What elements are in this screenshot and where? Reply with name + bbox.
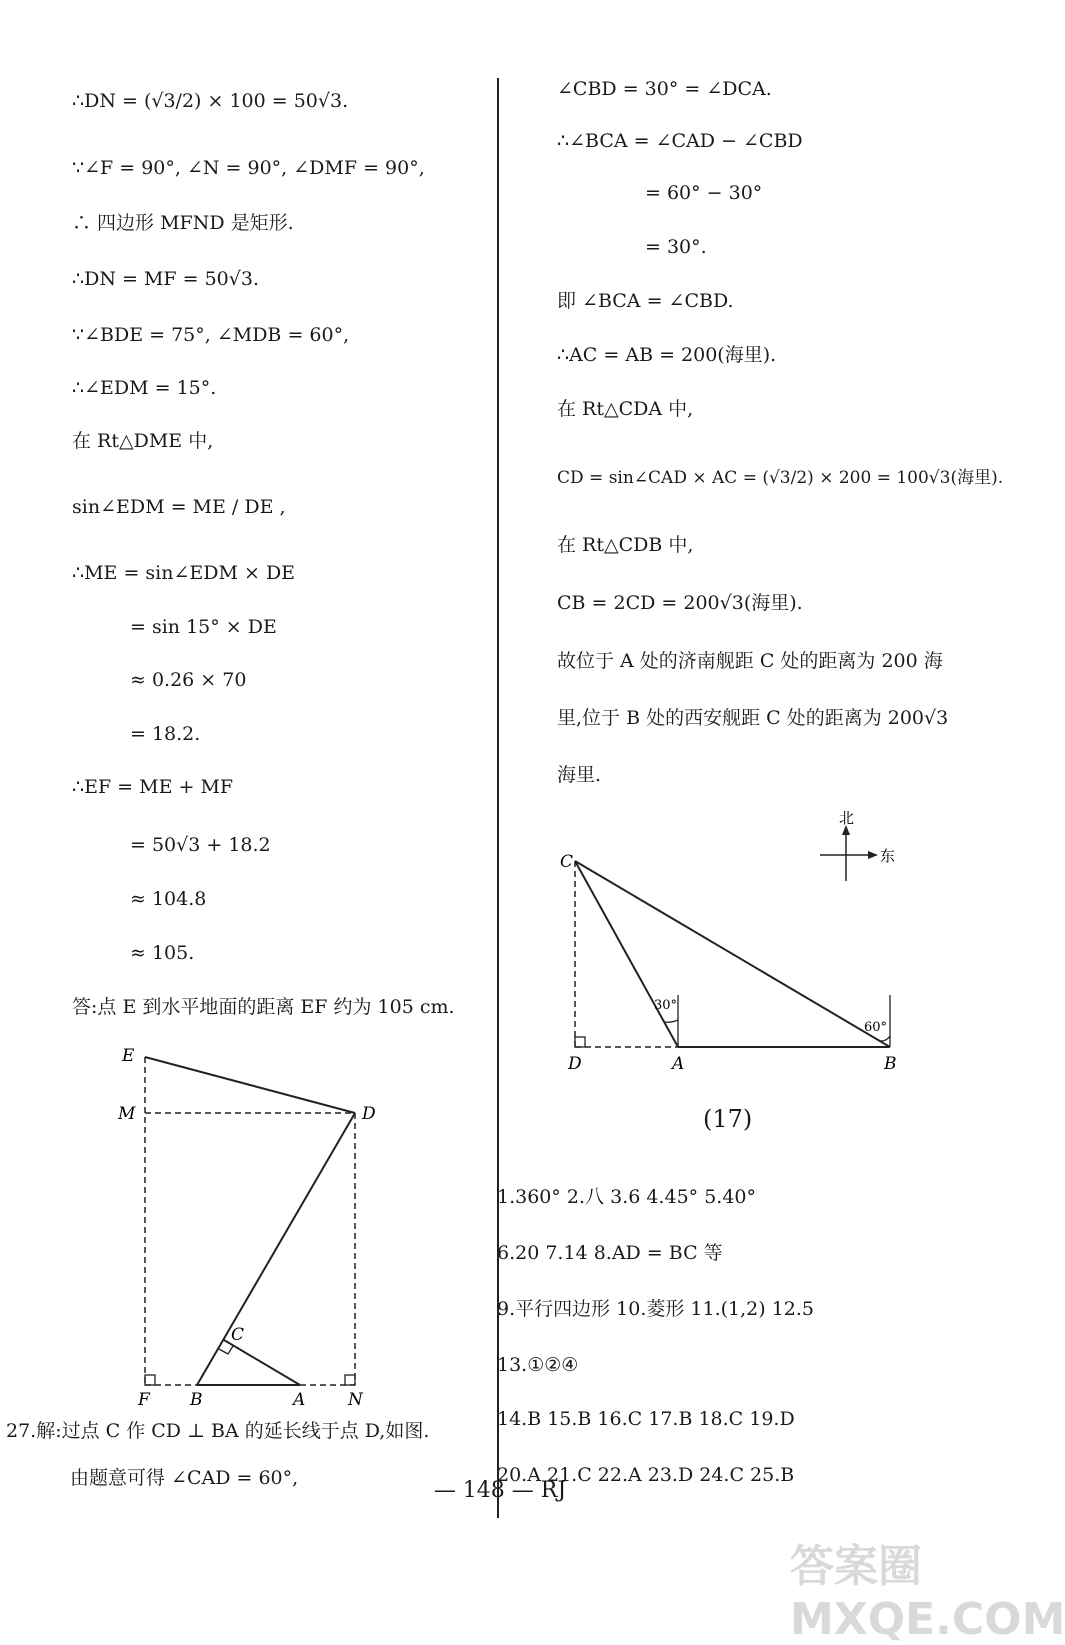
label-c: C	[560, 852, 574, 872]
geometry-diagram-efnd	[100, 1040, 400, 1420]
right-angle-n	[345, 1375, 355, 1385]
edge-bd	[197, 1113, 355, 1385]
label-b: B	[190, 1390, 203, 1410]
watermark: 答案圈 MXQE.COM	[790, 1541, 1065, 1645]
text-line: ∴AC = AB = 200(海里).	[557, 344, 777, 366]
right-angle-f	[145, 1375, 155, 1385]
edge-ca	[575, 861, 678, 1047]
compass-east-arrow-icon	[868, 851, 878, 859]
compass-north-label: 北	[839, 809, 855, 827]
text-line: = sin 15° × DE	[130, 616, 277, 638]
text-line: 里,位于 B 处的西安舰距 C 处的距离为 200√3	[557, 707, 949, 729]
label-e: E	[122, 1046, 135, 1066]
problem-27-line: 27.解:过点 C 作 CD ⊥ BA 的延长线于点 D,如图.	[6, 1420, 430, 1442]
text-line: ∴∠EDM = 15°.	[72, 377, 217, 399]
text-line: ≈ 105.	[130, 942, 195, 964]
problem-27-line: 由题意可得 ∠CAD = 60°,	[70, 1467, 299, 1489]
label-d: D	[568, 1054, 582, 1074]
text-line: 在 Rt△CDA 中,	[557, 398, 694, 420]
right-angle-d	[575, 1037, 585, 1047]
text-line: = 60° − 30°	[645, 182, 763, 204]
text-line: 在 Rt△CDB 中,	[557, 534, 694, 556]
section-title: (17)	[703, 1105, 753, 1133]
text-line: ∴DN = MF = 50√3.	[72, 268, 259, 290]
label-f: F	[138, 1390, 150, 1410]
text-line: ∠CBD = 30° = ∠DCA.	[557, 78, 772, 100]
text-line: ∴ME = sin∠EDM × DE	[72, 562, 296, 584]
text-line: 即 ∠BCA = ∠CBD.	[557, 290, 734, 312]
answer-line: 20.A 21.C 22.A 23.D 24.C 25.B	[497, 1464, 795, 1486]
answer-line: 13.①②④	[497, 1354, 579, 1376]
label-a: A	[293, 1390, 306, 1410]
text-line: ∴DN = (√3/2) × 100 = 50√3.	[72, 90, 349, 112]
compass-east-label: 东	[880, 847, 896, 865]
answer-line: 14.B 15.B 16.C 17.B 18.C 19.D	[497, 1408, 795, 1430]
text-line: = 30°.	[645, 236, 707, 258]
label-d: D	[362, 1104, 376, 1124]
text-line: CB = 2CD = 200√3(海里).	[557, 592, 803, 614]
label-m: M	[118, 1104, 136, 1124]
text-line: CD = sin∠CAD × AC = (√3/2) × 200 = 100√3(海里).	[557, 468, 1004, 488]
page-number: — 148 — RJ	[433, 1478, 567, 1503]
label-a: A	[672, 1054, 685, 1074]
label-c: C	[231, 1325, 245, 1345]
edge-ca	[224, 1340, 300, 1385]
text-line: 在 Rt△DME 中,	[72, 430, 214, 452]
angle-arc-b	[880, 1036, 890, 1041]
answer-line: 1.360° 2.八 3.6 4.45° 5.40°	[497, 1186, 757, 1208]
text-line: 答:点 E 到水平地面的距离 EF 约为 105 cm.	[72, 996, 455, 1018]
edge-cb	[575, 861, 890, 1047]
text-line: 海里.	[557, 764, 602, 786]
text-line: sin∠EDM = ME / DE ,	[72, 496, 286, 518]
text-line: ∴∠BCA = ∠CAD − ∠CBD	[557, 130, 803, 152]
text-line: ≈ 0.26 × 70	[130, 669, 247, 691]
edge-ed	[145, 1057, 355, 1113]
answer-line: 9.平行四边形 10.菱形 11.(1,2) 12.5	[497, 1298, 815, 1320]
navigation-diagram	[550, 805, 950, 1085]
text-line: ∴ 四边形 MFND 是矩形.	[72, 212, 294, 234]
text-line: ≈ 104.8	[130, 888, 207, 910]
text-line: ∵∠F = 90°, ∠N = 90°, ∠DMF = 90°,	[72, 157, 425, 179]
text-line: = 50√3 + 18.2	[130, 834, 271, 856]
text-line: ∵∠BDE = 75°, ∠MDB = 60°,	[72, 324, 350, 346]
text-line: ∴EF = ME + MF	[72, 776, 234, 798]
right-angle-c	[219, 1346, 233, 1354]
text-line: 故位于 A 处的济南舰距 C 处的距离为 200 海	[557, 650, 943, 672]
angle-label-60: 60°	[864, 1020, 888, 1035]
answer-line: 6.20 7.14 8.AD = BC 等	[497, 1242, 723, 1264]
label-b: B	[884, 1054, 897, 1074]
label-n: N	[348, 1390, 363, 1410]
angle-label-30: 30°	[654, 998, 678, 1013]
text-line: = 18.2.	[130, 723, 201, 745]
angle-arc-a	[664, 1020, 678, 1022]
